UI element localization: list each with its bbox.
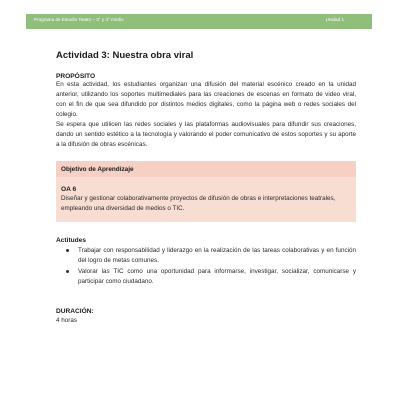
page-title: Actividad 3: Nuestra obra viral <box>56 50 194 61</box>
objetivo-box <box>56 161 356 222</box>
objetivo-title: Objetivo de Aprendizaje <box>61 166 134 173</box>
objetivo-text: Diseñar y gestionar colaborativamente proyectos de difusión de obras e interpretaciones teatrales, empleando una diversidad de medios o TIC. <box>61 195 336 212</box>
proposito-heading: PROPÓSITO <box>56 73 96 80</box>
program-label: Programa de Estudio Teatro – 3° y 4° medio <box>34 17 124 22</box>
actitudes-heading: Actitudes <box>56 237 87 244</box>
duracion-value: 4 horas <box>56 317 78 324</box>
objetivo-box-header <box>56 161 356 177</box>
header-bar <box>26 14 372 29</box>
actitud-text: Valorar las TIC como una oportunidad para informarse, investigar, socializar, comunicarse y participar como ciudadano. <box>78 268 356 285</box>
objetivo-code: OA 6 <box>61 186 77 193</box>
bullet-icon <box>66 270 69 273</box>
proposito-paragraph-1: En esta actividad, los estudiantes organizan una difusión del material escénico creado en la unidad anterior, utilizando los soportes multimediales para las creaciones de escenas en formato de video viral, con el fin de que sea difundido por distintos medios digitales, como la página web o redes sociales del colegio. <box>56 81 356 118</box>
proposito-paragraph-2: Se espera que utilicen las redes sociales y las plataformas audiovisuales para difundir sus creaciones, dando un sentido estético a la tecnología y valorando el poder comunicativo de estos soportes y su aporte a la difusión de obras escénicas. <box>56 121 356 148</box>
actitud-text: Trabajar con responsabilidad y liderazgo en la realización de las tareas colaborativas y en función del logro de metas comunes. <box>78 247 356 264</box>
duracion-heading: DURACIÓN: <box>56 308 94 315</box>
bullet-icon <box>66 249 69 252</box>
unit-label: Unidad 1 <box>325 17 344 22</box>
